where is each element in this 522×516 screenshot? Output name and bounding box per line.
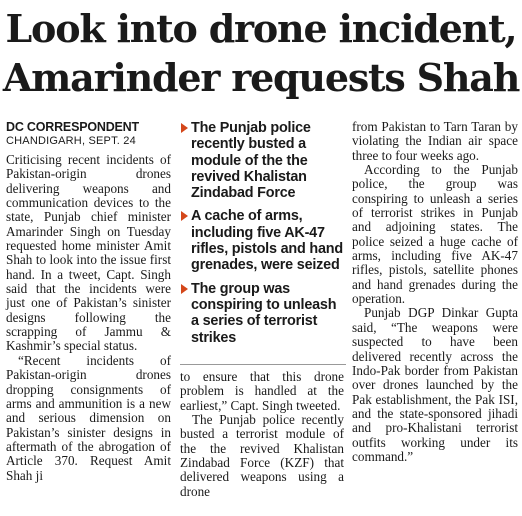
article-paragraph: According to the Punjab police, the group was conspiring to unleash a series of terrorist strikes in Punjab and adjoining states. The police seized a huge cache of arms, including five AK-47 rifles, pistols, satellite phones and hand grenades during the operation. bbox=[352, 162, 518, 307]
bullet-arrow-icon bbox=[181, 123, 188, 133]
article-paragraph: from Pakistan to Tarn Taran by violating the Indian air space three to four weeks ago. bbox=[352, 119, 518, 163]
article-paragraph: “Recent incidents of Pakistan-origin drones dropping consignments of arms and ammunition is a new and serious dimension on Pakistan’s sinister designs in aftermath of the abrogation of Article 370. Request Amit Shah ji bbox=[6, 352, 171, 483]
highlight-text: The Punjab police recently busted a module of the the revived Khalistan Zindabad Force bbox=[191, 120, 311, 202]
highlights-box bbox=[180, 120, 346, 353]
bullet-arrow-icon bbox=[181, 284, 188, 294]
highlight-text: A cache of arms, including five AK-47 rifles, pistols and hand grenades, were seized bbox=[191, 208, 343, 274]
article-column-1 bbox=[6, 153, 171, 483]
byline bbox=[6, 120, 171, 148]
highlight-text: The group was conspiring to unleash a series of terrorist strikes bbox=[191, 280, 337, 346]
highlight-item bbox=[180, 120, 346, 201]
article-paragraph: to ensure that this drone problem is handled at the earliest,” Capt. Singh tweeted. bbox=[180, 369, 344, 413]
byline-author: DC CORRESPONDENT bbox=[6, 120, 139, 134]
article-paragraph: Punjab DGP Dinkar Gupta said, “The weapons were suspected to have been delivered recently across the Indo-Pak border from Pakistan over drones launched by the Pak establishment, the Pak ISI, and the state-sponsored jihadi and pro-Khalistani terrorist outfits working under its command.” bbox=[352, 305, 518, 464]
headline-line-2: Amarinder requests Shah bbox=[2, 55, 520, 100]
divider bbox=[180, 364, 346, 365]
article-paragraph: Criticising recent incidents of Pakistan-origin drones delivering weapons and communication devices to the state, Punjab chief minister Amarinder Singh on Tuesday requested home minister Amit Shah to look into the issue first hand. In a tweet, Capt. Singh said that the incidents were just one of Pakistan’s sinister designs following the scrapping of Jammu & Kashmir’s special status. bbox=[6, 152, 171, 354]
article-paragraph: The Punjab police recently busted a terrorist module of the the revived Khalistan Zindabad Force (KZF) that delivered weapons using a drone bbox=[180, 412, 344, 499]
bullet-arrow-icon bbox=[181, 211, 188, 221]
headline-line-1: Look into drone incident, bbox=[5, 6, 517, 51]
article-column-3 bbox=[352, 120, 518, 464]
article-column-2 bbox=[180, 370, 344, 499]
highlight-item bbox=[180, 208, 346, 273]
highlight-item bbox=[180, 281, 346, 346]
byline-dateline: CHANDIGARH, SEPT. 24 bbox=[6, 135, 136, 147]
